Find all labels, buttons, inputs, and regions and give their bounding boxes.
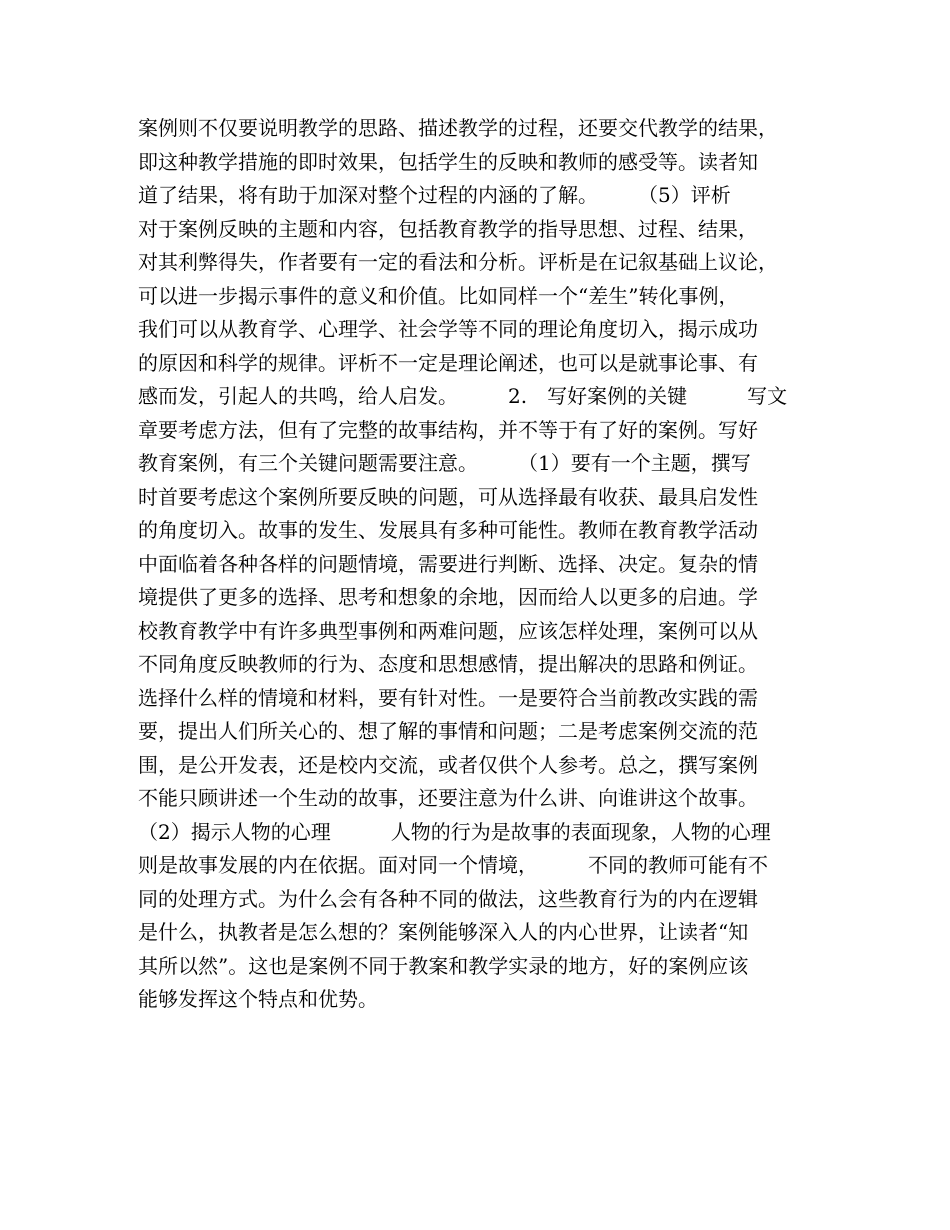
text-line: 不能只顾讲述一个生动的故事，还要注意为什么讲、向谁讲这个故事。 <box>138 786 758 810</box>
text-line: 的原因和科学的规律。评析不一定是理论阐述，也可以是就事论事、有 <box>138 350 758 375</box>
text-line: 对于案例反映的主题和内容，包括教育教学的指导思想、过程、结果， <box>138 216 758 241</box>
text-line: 章要考虑方法，但有了完整的故事结构，并不等于有了好的案例。写好 <box>138 417 758 442</box>
text-line: 案例则不仅要说明教学的思路、描述教学的过程，还要交代教学的结果， <box>138 116 778 140</box>
text-line: 选择什么样的情境和材料，要有针对性。一是要符合当前教改实践的需 <box>138 685 758 710</box>
text-line: 不同角度反映教师的行为、态度和思想感情，提出解决的思路和例证。 <box>138 652 758 676</box>
text-line: 要，提出人们所关心的、想了解的事情和问题；二是考虑案例交流的范 <box>138 719 758 743</box>
text-line: （2）揭示人物的心理 人物的行为是故事的表面现象，人物的心理 <box>138 819 771 844</box>
text-line: 对其利弊得失，作者要有一定的看法和分析。评析是在记叙基础上议论， <box>138 250 778 274</box>
text-line: 校教育教学中有许多典型事例和两难问题，应该怎样处理，案例可以从 <box>138 618 758 643</box>
text-line: 可以进一步揭示事件的意义和价值。比如同样一个“差生”转化事例， <box>138 283 739 308</box>
text-line: 其所以然”。这也是案例不同于教案和教学实录的地方，好的案例应该 <box>138 953 749 978</box>
text-line: 我们可以从教育学、心理学、社会学等不同的理论角度切入，揭示成功 <box>138 317 758 341</box>
body-text <box>138 112 828 1017</box>
text-line: 即这种教学措施的即时效果，包括学生的反映和教师的感受等。读者知 <box>138 149 758 174</box>
text-line: 境提供了更多的选择、思考和想象的余地，因而给人以更多的启迪。学 <box>138 585 758 609</box>
text-line: 能够发挥这个特点和优势。 <box>138 987 378 1011</box>
text-line: 中面临着各种各样的问题情境，需要进行判断、选择、决定。复杂的情 <box>138 551 758 576</box>
text-line: 时首要考虑这个案例所要反映的问题，可从选择最有收获、最具启发性 <box>138 484 758 509</box>
text-line: 教育案例，有三个关键问题需要注意。 （1）要有一个主题，撰写 <box>138 451 751 475</box>
text-line: 感而发，引起人的共鸣，给人启发。 2. 写好案例的关键 写文 <box>138 384 788 408</box>
text-line: 同的处理方式。为什么会有各种不同的做法，这些教育行为的内在逻辑 <box>138 886 758 911</box>
text-line: 道了结果，将有助于加深对整个过程的内涵的了解。 （5）评析 <box>138 183 731 207</box>
text-line: 是什么，执教者是怎么想的？案例能够深入人的内心世界，让读者“知 <box>138 920 749 944</box>
text-line: 的角度切入。故事的发生、发展具有多种可能性。教师在教育教学活动 <box>138 518 758 542</box>
text-line: 围，是公开发表，还是校内交流，或者仅供个人参考。总之，撰写案例 <box>138 752 758 777</box>
text-line: 则是故事发展的内在依据。面对同一个情境， 不同的教师可能有不 <box>138 853 768 877</box>
